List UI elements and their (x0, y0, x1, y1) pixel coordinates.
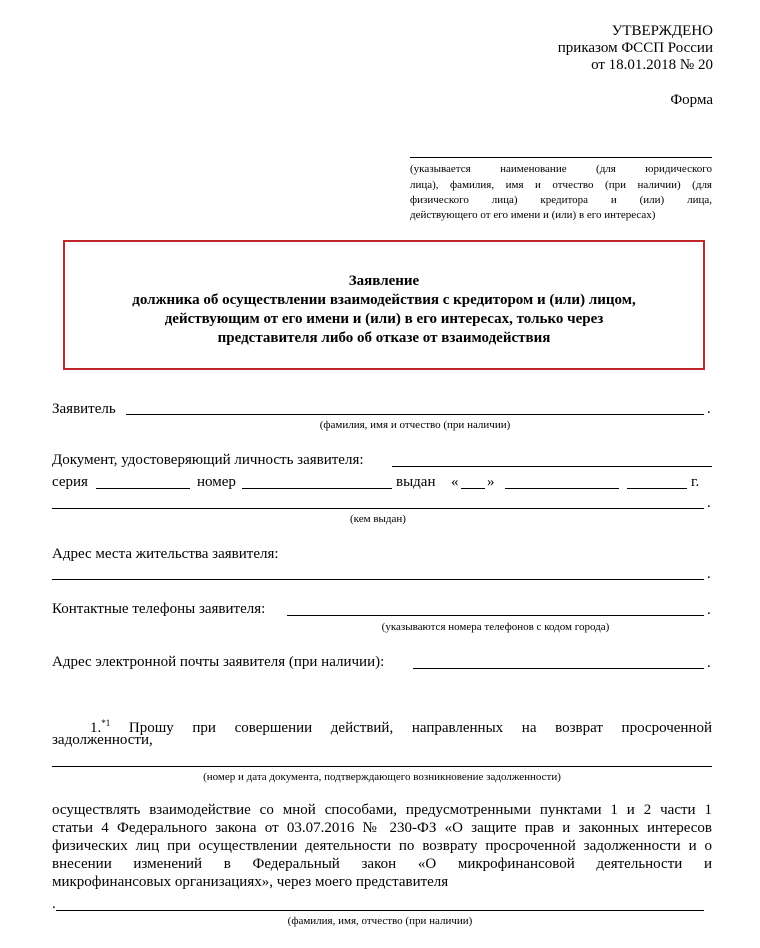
form-label: Форма (670, 92, 713, 108)
para1-body-1: осуществлять взаимодействие со мной способами, предусмотренными пунктами 1 и 2 части 1 (52, 802, 712, 818)
quote-open: « (451, 474, 459, 490)
email-label: Адрес электронной почты заявителя (при наличии): (52, 654, 385, 670)
issued-by-hint: (кем выдан) (350, 513, 406, 525)
para1-body-3: физических лиц при осуществлении деятельности по возврату просроченной задолженности и о (52, 838, 712, 854)
para1-text: Прошу при совершении действий, направленных на возврат просроченной (128, 720, 712, 736)
issued-by-field[interactable] (52, 508, 704, 509)
rep-dot: . (52, 896, 56, 912)
applicant-hint: (фамилия, имя и отчество (при наличии) (319, 419, 511, 431)
debt-document-field[interactable] (52, 766, 712, 767)
representative-field[interactable] (56, 910, 704, 911)
title-line-4: представителя либо об отказе от взаимодействия (217, 330, 551, 346)
issue-year-field[interactable] (627, 488, 687, 489)
phones-hint: (указываются номера телефонов с кодом города) (381, 621, 610, 633)
applicant-dot: . (707, 401, 711, 417)
phones-dot: . (707, 602, 711, 618)
recipient-note-1: (указывается наименование (для юридического (410, 163, 712, 175)
issue-day-field[interactable] (461, 488, 485, 489)
para1-number: 1. (90, 720, 102, 736)
para1-footnote-mark: *1 (101, 718, 111, 728)
issued-by-dot: . (707, 495, 711, 511)
approved-label: УТВЕРЖДЕНО (611, 23, 713, 39)
debt-document-hint: (номер и дата документа, подтверждающего возникновение задолженности) (203, 771, 561, 783)
address-dot: . (707, 566, 711, 582)
number-label: номер (197, 474, 236, 490)
order-date: от 18.01.2018 № 20 (591, 57, 713, 73)
recipient-note-3: физического лица) кредитора и (или) лица, (410, 194, 712, 206)
phones-label: Контактные телефоны заявителя: (52, 601, 266, 617)
applicant-field[interactable] (126, 414, 704, 415)
applicant-label: Заявитель (52, 401, 116, 417)
recipient-note-4: действующего от его имени и (или) в его интересах) (410, 209, 656, 221)
issued-label: выдан (396, 474, 436, 490)
representative-hint: (фамилия, имя, отчество (при наличии) (287, 915, 473, 927)
address-field[interactable] (52, 579, 704, 580)
year-label: г. (691, 474, 700, 490)
para1-body-4: внесении изменений в Федеральный закон «О микрофинансовой деятельности и (52, 856, 712, 872)
id-doc-field[interactable] (392, 466, 712, 467)
quote-close: » (487, 474, 495, 490)
para1-body-5: микрофинансовых организациях», через моего представителя (52, 874, 449, 890)
title-line-1: Заявление (348, 273, 420, 289)
address-label: Адрес места жительства заявителя: (52, 546, 279, 562)
email-field[interactable] (413, 668, 704, 669)
id-doc-label: Документ, удостоверяющий личность заявителя: (52, 452, 364, 468)
phones-field[interactable] (287, 615, 704, 616)
issue-month-field[interactable] (505, 488, 619, 489)
email-dot: . (707, 655, 711, 671)
series-field[interactable] (96, 488, 190, 489)
document-title (63, 272, 705, 348)
recipient-line[interactable] (410, 157, 712, 158)
para1-line2: задолженности, (52, 732, 153, 748)
title-line-3: действующим от его имени и (или) в его интересах, только через (164, 311, 604, 327)
recipient-note-2: лица), фамилия, имя и отчество (при наличии) (для (410, 179, 712, 191)
title-line-2: должника об осуществлении взаимодействия с кредитором и (или) лицом, (132, 292, 636, 308)
series-label: серия (52, 474, 88, 490)
number-field[interactable] (242, 488, 392, 489)
para1-body-2: статьи 4 Федерального закона от 03.07.2016 № 230-ФЗ «О защите прав и законных интересов (52, 820, 712, 836)
order-label: приказом ФССП России (557, 40, 713, 56)
